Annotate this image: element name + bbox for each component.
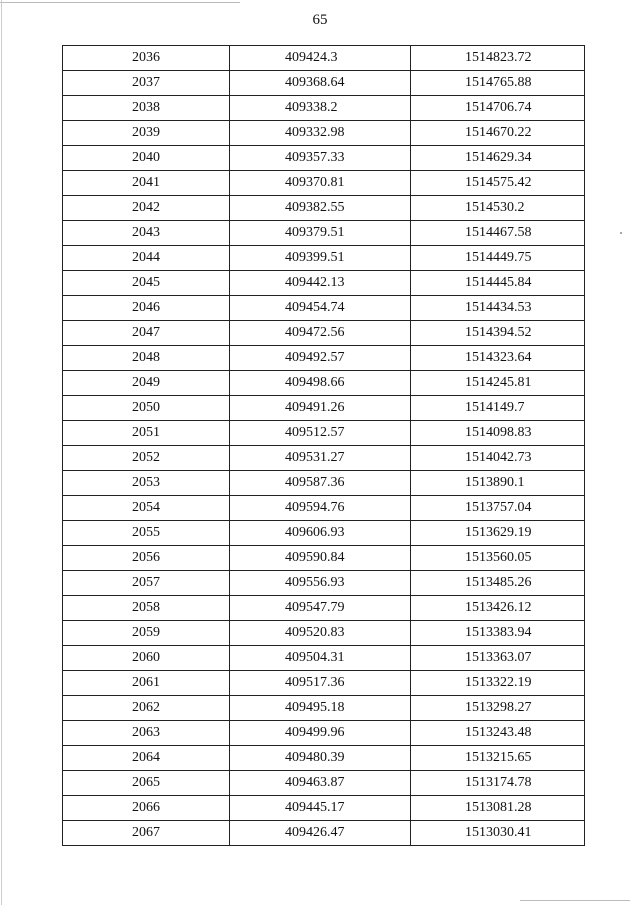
scan-speck (620, 232, 622, 234)
table-row (63, 421, 585, 446)
y-coordinate-cell: 1514394.52 (411, 321, 585, 346)
x-coordinate-cell: 409463.87 (230, 771, 411, 796)
table-row (63, 521, 585, 546)
x-coordinate-cell: 409495.18 (230, 696, 411, 721)
y-coordinate-cell: 1514575.42 (411, 171, 585, 196)
y-coordinate-cell: 1513890.1 (411, 471, 585, 496)
table-row (63, 746, 585, 771)
point-number-cell: 2044 (63, 246, 230, 271)
x-coordinate-cell: 409480.39 (230, 746, 411, 771)
coordinates-table (62, 45, 585, 846)
table-row (63, 371, 585, 396)
y-coordinate-cell: 1513629.19 (411, 521, 585, 546)
y-coordinate-cell: 1513426.12 (411, 596, 585, 621)
x-coordinate-cell: 409426.47 (230, 821, 411, 846)
table-row (63, 221, 585, 246)
x-coordinate-cell: 409492.57 (230, 346, 411, 371)
x-coordinate-cell: 409520.83 (230, 621, 411, 646)
point-number-cell: 2041 (63, 171, 230, 196)
x-coordinate-cell: 409499.96 (230, 721, 411, 746)
y-coordinate-cell: 1514706.74 (411, 96, 585, 121)
scan-edge-top (0, 2, 240, 3)
point-number-cell: 2066 (63, 796, 230, 821)
point-number-cell: 2036 (63, 46, 230, 71)
table-row (63, 271, 585, 296)
y-coordinate-cell: 1513243.48 (411, 721, 585, 746)
y-coordinate-cell: 1514434.53 (411, 296, 585, 321)
x-coordinate-cell: 409512.57 (230, 421, 411, 446)
x-coordinate-cell: 409590.84 (230, 546, 411, 571)
point-number-cell: 2059 (63, 621, 230, 646)
point-number-cell: 2037 (63, 71, 230, 96)
point-number-cell: 2058 (63, 596, 230, 621)
x-coordinate-cell: 409382.55 (230, 196, 411, 221)
y-coordinate-cell: 1514670.22 (411, 121, 585, 146)
point-number-cell: 2040 (63, 146, 230, 171)
y-coordinate-cell: 1514445.84 (411, 271, 585, 296)
point-number-cell: 2063 (63, 721, 230, 746)
point-number-cell: 2050 (63, 396, 230, 421)
y-coordinate-cell: 1514449.75 (411, 246, 585, 271)
x-coordinate-cell: 409445.17 (230, 796, 411, 821)
x-coordinate-cell: 409370.81 (230, 171, 411, 196)
point-number-cell: 2042 (63, 196, 230, 221)
x-coordinate-cell: 409594.76 (230, 496, 411, 521)
x-coordinate-cell: 409587.36 (230, 471, 411, 496)
point-number-cell: 2047 (63, 321, 230, 346)
point-number-cell: 2046 (63, 296, 230, 321)
x-coordinate-cell: 409504.31 (230, 646, 411, 671)
x-coordinate-cell: 409556.93 (230, 571, 411, 596)
table-row (63, 596, 585, 621)
x-coordinate-cell: 409399.51 (230, 246, 411, 271)
point-number-cell: 2056 (63, 546, 230, 571)
table-row (63, 446, 585, 471)
y-coordinate-cell: 1514629.34 (411, 146, 585, 171)
table-row (63, 246, 585, 271)
y-coordinate-cell: 1513174.78 (411, 771, 585, 796)
scan-edge-bottom (520, 900, 630, 901)
point-number-cell: 2061 (63, 671, 230, 696)
table-row (63, 571, 585, 596)
point-number-cell: 2060 (63, 646, 230, 671)
point-number-cell: 2038 (63, 96, 230, 121)
y-coordinate-cell: 1513757.04 (411, 496, 585, 521)
y-coordinate-cell: 1513560.05 (411, 546, 585, 571)
point-number-cell: 2043 (63, 221, 230, 246)
point-number-cell: 2049 (63, 371, 230, 396)
x-coordinate-cell: 409338.2 (230, 96, 411, 121)
y-coordinate-cell: 1514530.2 (411, 196, 585, 221)
y-coordinate-cell: 1514245.81 (411, 371, 585, 396)
y-coordinate-cell: 1513322.19 (411, 671, 585, 696)
table-row (63, 196, 585, 221)
table-row (63, 471, 585, 496)
y-coordinate-cell: 1513485.26 (411, 571, 585, 596)
point-number-cell: 2052 (63, 446, 230, 471)
x-coordinate-cell: 409517.36 (230, 671, 411, 696)
table-row (63, 821, 585, 846)
table-row (63, 346, 585, 371)
table-row (63, 496, 585, 521)
table-row (63, 771, 585, 796)
y-coordinate-cell: 1514823.72 (411, 46, 585, 71)
page-number: 65 (312, 12, 328, 28)
y-coordinate-cell: 1513030.41 (411, 821, 585, 846)
table-row (63, 171, 585, 196)
y-coordinate-cell: 1513363.07 (411, 646, 585, 671)
y-coordinate-cell: 1513298.27 (411, 696, 585, 721)
y-coordinate-cell: 1514149.7 (411, 396, 585, 421)
point-number-cell: 2062 (63, 696, 230, 721)
y-coordinate-cell: 1514765.88 (411, 71, 585, 96)
table-row (63, 71, 585, 96)
table-row (63, 396, 585, 421)
point-number-cell: 2067 (63, 821, 230, 846)
x-coordinate-cell: 409332.98 (230, 121, 411, 146)
point-number-cell: 2054 (63, 496, 230, 521)
y-coordinate-cell: 1513081.28 (411, 796, 585, 821)
y-coordinate-cell: 1513383.94 (411, 621, 585, 646)
x-coordinate-cell: 409379.51 (230, 221, 411, 246)
table-row (63, 296, 585, 321)
table-row (63, 546, 585, 571)
point-number-cell: 2053 (63, 471, 230, 496)
table-row (63, 696, 585, 721)
point-number-cell: 2057 (63, 571, 230, 596)
table-row (63, 146, 585, 171)
table-row (63, 621, 585, 646)
table-row (63, 671, 585, 696)
scan-edge-left (1, 0, 2, 905)
x-coordinate-cell: 409442.13 (230, 271, 411, 296)
point-number-cell: 2065 (63, 771, 230, 796)
table-row (63, 96, 585, 121)
x-coordinate-cell: 409491.26 (230, 396, 411, 421)
x-coordinate-cell: 409606.93 (230, 521, 411, 546)
y-coordinate-cell: 1513215.65 (411, 746, 585, 771)
y-coordinate-cell: 1514467.58 (411, 221, 585, 246)
y-coordinate-cell: 1514323.64 (411, 346, 585, 371)
x-coordinate-cell: 409368.64 (230, 71, 411, 96)
x-coordinate-cell: 409454.74 (230, 296, 411, 321)
x-coordinate-cell: 409472.56 (230, 321, 411, 346)
y-coordinate-cell: 1514042.73 (411, 446, 585, 471)
table-row (63, 321, 585, 346)
point-number-cell: 2048 (63, 346, 230, 371)
point-number-cell: 2045 (63, 271, 230, 296)
point-number-cell: 2055 (63, 521, 230, 546)
point-number-cell: 2039 (63, 121, 230, 146)
y-coordinate-cell: 1514098.83 (411, 421, 585, 446)
x-coordinate-cell: 409424.3 (230, 46, 411, 71)
point-number-cell: 2051 (63, 421, 230, 446)
x-coordinate-cell: 409531.27 (230, 446, 411, 471)
x-coordinate-cell: 409357.33 (230, 146, 411, 171)
x-coordinate-cell: 409547.79 (230, 596, 411, 621)
table-row (63, 46, 585, 71)
x-coordinate-cell: 409498.66 (230, 371, 411, 396)
table-row (63, 721, 585, 746)
table-row (63, 121, 585, 146)
point-number-cell: 2064 (63, 746, 230, 771)
table-row (63, 646, 585, 671)
table-row (63, 796, 585, 821)
coordinates-table-body (63, 46, 585, 846)
